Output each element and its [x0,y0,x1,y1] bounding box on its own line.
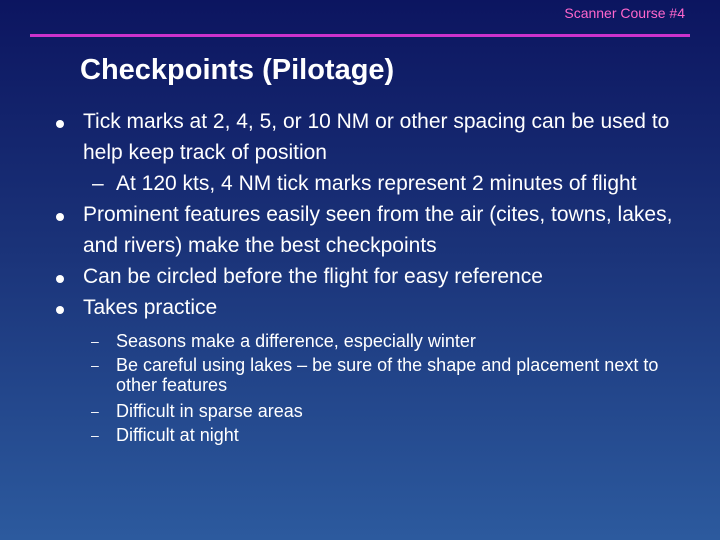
course-label: Scanner Course #4 [564,5,685,21]
bullet-item [52,292,692,447]
sub-bullet-text: Difficult at night [116,425,239,445]
sub-bullet-item [83,168,692,199]
sub-bullet-item [83,355,692,395]
dash-icon: – [91,333,99,349]
sub-bullet-text: Difficult in sparse areas [116,401,303,421]
sub-bullet-text: Be careful using lakes – be sure of the shape and placement next to other features [116,355,659,395]
bullet-text: Takes practice [83,296,218,319]
bullet-list [52,106,692,447]
dash-icon: – [92,172,104,195]
sub-bullet-text: At 120 kts, 4 NM tick marks represent 2 minutes of flight [116,172,637,195]
bullet-text: Tick marks at 2, 4, 5, or 10 NM or other spacing can be used to help keep track of position [83,110,670,164]
bullet-text: Can be circled before the flight for easy reference [83,265,543,288]
sub-bullet-list [83,168,692,199]
bullet-dot-icon [56,275,64,283]
bullet-item [52,199,692,261]
sub-bullet-item [83,423,692,447]
bullet-text: Prominent features easily seen from the air (cites, towns, lakes, and rivers) make the best checkpoints [83,203,673,257]
bullet-dot-icon [56,120,64,128]
sub-bullet-list [83,329,692,447]
header-divider [30,34,690,37]
bullet-item [52,106,692,199]
dash-icon: – [91,357,99,373]
dash-icon: – [91,403,99,419]
sub-bullet-item [83,329,692,353]
dash-icon: – [91,427,99,443]
bullet-item [52,261,692,292]
slide-title: Checkpoints (Pilotage) [80,54,395,86]
bullet-dot-icon [56,306,64,314]
sub-bullet-text: Seasons make a difference, especially winter [116,331,476,351]
sub-bullet-item [83,399,692,423]
bullet-dot-icon [56,213,64,221]
